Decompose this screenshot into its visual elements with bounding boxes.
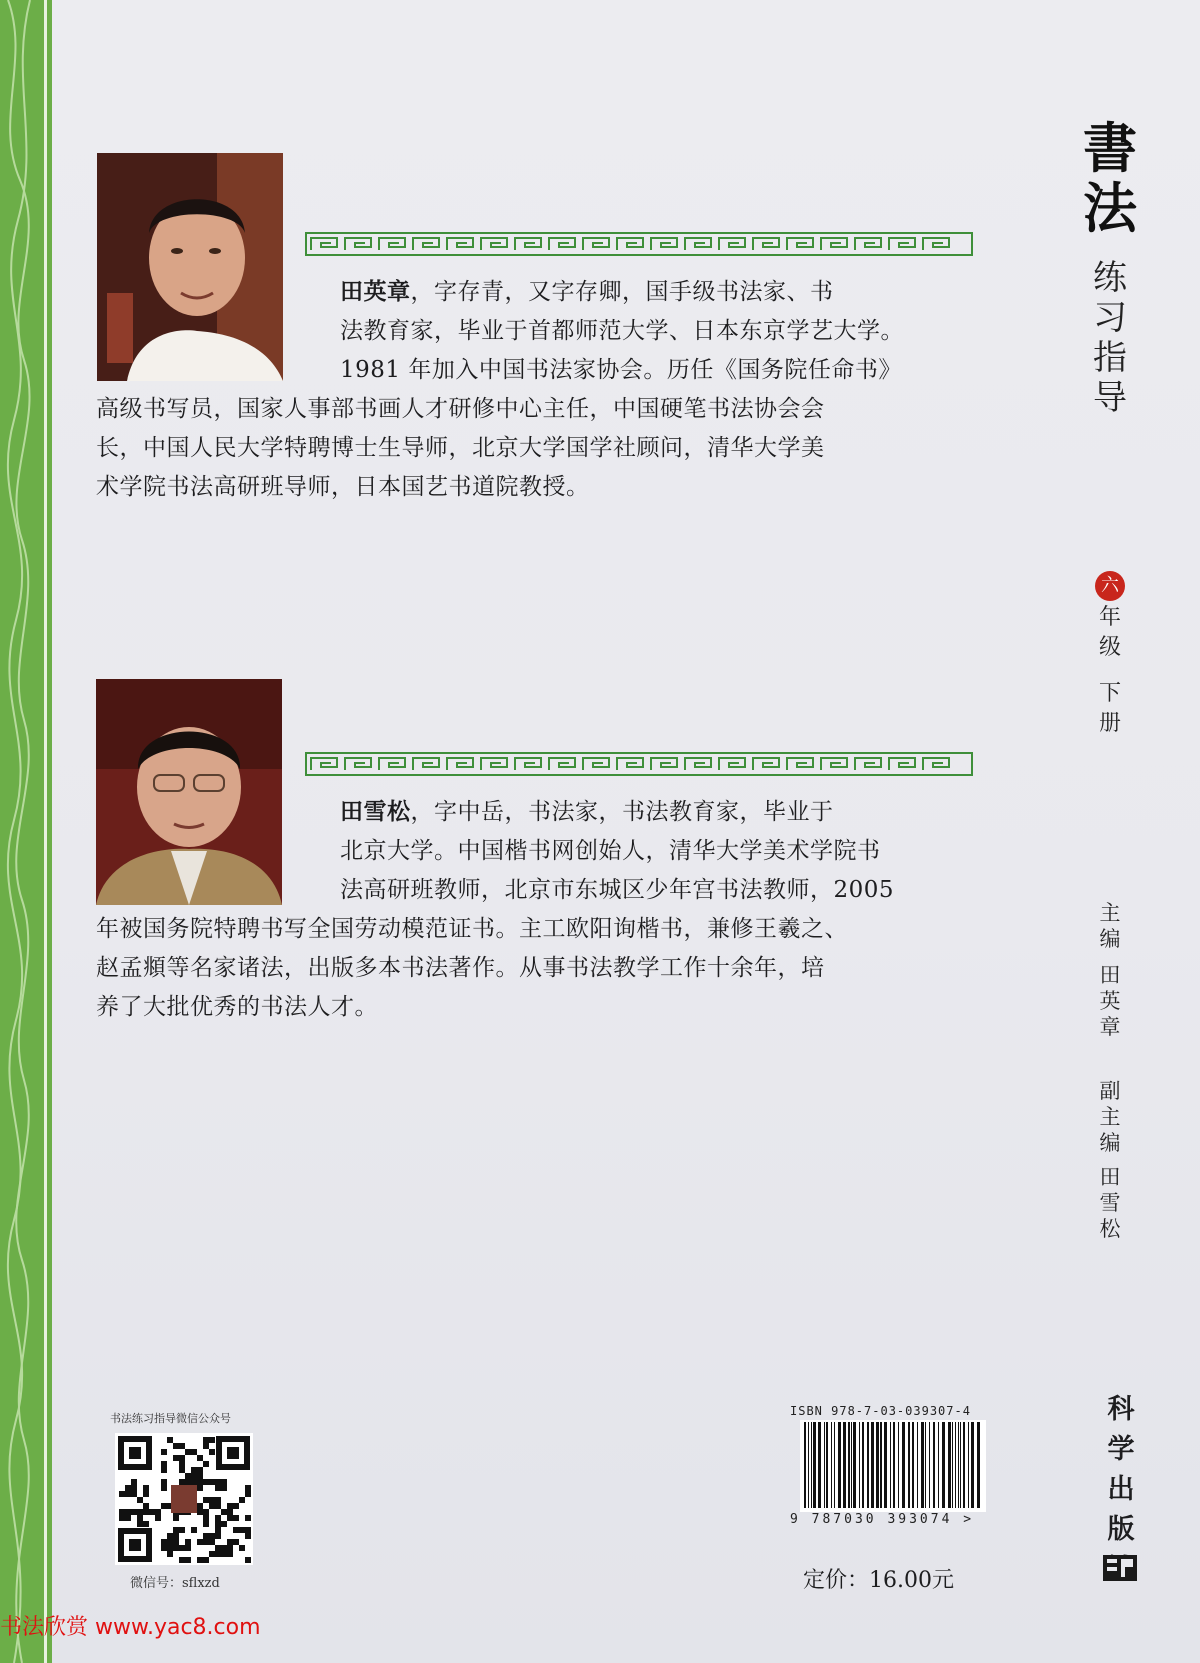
decorative-side-strip bbox=[0, 0, 52, 1663]
bio-line: 北京大学。中国楷书网创始人，清华大学美术学院书 bbox=[340, 838, 881, 864]
grade-char: 级 bbox=[1098, 635, 1121, 660]
bio-line: 法高研班教师，北京市东城区少年宫书法教师，2005 bbox=[340, 877, 895, 903]
subtitle-char: 习 bbox=[1093, 298, 1127, 338]
strip-border-line bbox=[44, 0, 47, 1663]
bio-line: 年被国务院特聘书写全国劳动模范证书。主工欧阳询楷书，兼修王羲之、 bbox=[96, 916, 848, 942]
editor-label-char: 主 bbox=[1099, 901, 1121, 925]
bio-line: 法教育家，毕业于首都师范大学、日本东京学艺大学。 bbox=[340, 318, 904, 344]
publisher-char: 学 bbox=[1107, 1434, 1135, 1465]
price: 定价：16.00元 bbox=[803, 1568, 954, 1593]
bio-line: 术学院书法高研班导师，日本国艺书道院教授。 bbox=[96, 474, 590, 500]
meander-border-bottom bbox=[305, 752, 973, 776]
bio-line: 赵孟頫等名家诸法，出版多本书法著作。从事书法教学工作十余年，培 bbox=[96, 955, 825, 981]
author-bio-tian-yingzhang bbox=[96, 273, 974, 507]
grade-number-badge: 六 bbox=[1095, 571, 1125, 601]
editor-name-char: 松 bbox=[1099, 1217, 1121, 1241]
subtitle-char: 导 bbox=[1093, 378, 1127, 418]
deputy-editor bbox=[1075, 1078, 1145, 1242]
subtitle-char: 练 bbox=[1093, 258, 1127, 298]
author-bio-tian-xuesong bbox=[96, 793, 974, 1027]
editor-label-char: 编 bbox=[1099, 1131, 1121, 1155]
wechat-qr-code[interactable] bbox=[115, 1433, 253, 1569]
qr-caption: 书法练习指导微信公众号 bbox=[110, 1412, 231, 1425]
book-subtitle bbox=[1075, 258, 1145, 418]
editor-name-char: 田 bbox=[1099, 963, 1121, 987]
title-char: 法 bbox=[1083, 176, 1137, 240]
grade-block bbox=[1075, 571, 1145, 739]
grade-char: 年 bbox=[1098, 605, 1121, 630]
bio-line: 养了大批优秀的书法人才。 bbox=[96, 994, 378, 1020]
site-watermark[interactable]: 书法欣赏 www.yac8.com bbox=[0, 1615, 261, 1640]
publisher-char: 出 bbox=[1107, 1474, 1135, 1505]
volume-char: 下 bbox=[1098, 681, 1121, 706]
editor-name-char: 田 bbox=[1099, 1165, 1121, 1189]
publisher-logo-icon bbox=[1103, 1555, 1137, 1585]
bio-line: 高级书写员，国家人事部书画人才研修中心主任，中国硬笔书法协会会 bbox=[96, 396, 825, 422]
barcode-digits: 9 787030 393074 > bbox=[790, 1512, 975, 1527]
isbn-barcode bbox=[800, 1420, 986, 1516]
editor-label-char: 编 bbox=[1099, 927, 1121, 951]
author-name: 田雪松 bbox=[340, 799, 411, 825]
editor-name-char: 英 bbox=[1099, 989, 1121, 1013]
bio-line: 1981 年加入中国书法家协会。历任《国务院任命书》 bbox=[340, 357, 902, 383]
editor-label-char: 副 bbox=[1099, 1079, 1121, 1103]
isbn-text: ISBN 978-7-03-039307-4 bbox=[790, 1404, 971, 1418]
bio-line: ，字存青，又字存卿，国手级书法家、书 bbox=[410, 279, 834, 305]
bio-line: ，字中岳，书法家，书法教育家，毕业于 bbox=[410, 799, 834, 825]
publisher-char: 版 bbox=[1107, 1514, 1135, 1545]
editor-name-char: 章 bbox=[1099, 1015, 1121, 1039]
volume-char: 册 bbox=[1098, 711, 1121, 736]
bio-line: 长，中国人民大学特聘博士生导师，北京大学国学社顾问，清华大学美 bbox=[96, 435, 825, 461]
publisher-char: 科 bbox=[1107, 1394, 1135, 1425]
author-name: 田英章 bbox=[340, 279, 411, 305]
chief-editor bbox=[1075, 900, 1145, 1040]
editor-name-char: 雪 bbox=[1099, 1191, 1121, 1215]
editor-label-char: 主 bbox=[1099, 1105, 1121, 1129]
wechat-id: 微信号：sflxzd bbox=[130, 1576, 220, 1591]
meander-border-top bbox=[305, 232, 973, 256]
subtitle-char: 指 bbox=[1093, 338, 1127, 378]
title-char: 書 bbox=[1083, 116, 1137, 180]
book-title bbox=[1075, 118, 1145, 238]
